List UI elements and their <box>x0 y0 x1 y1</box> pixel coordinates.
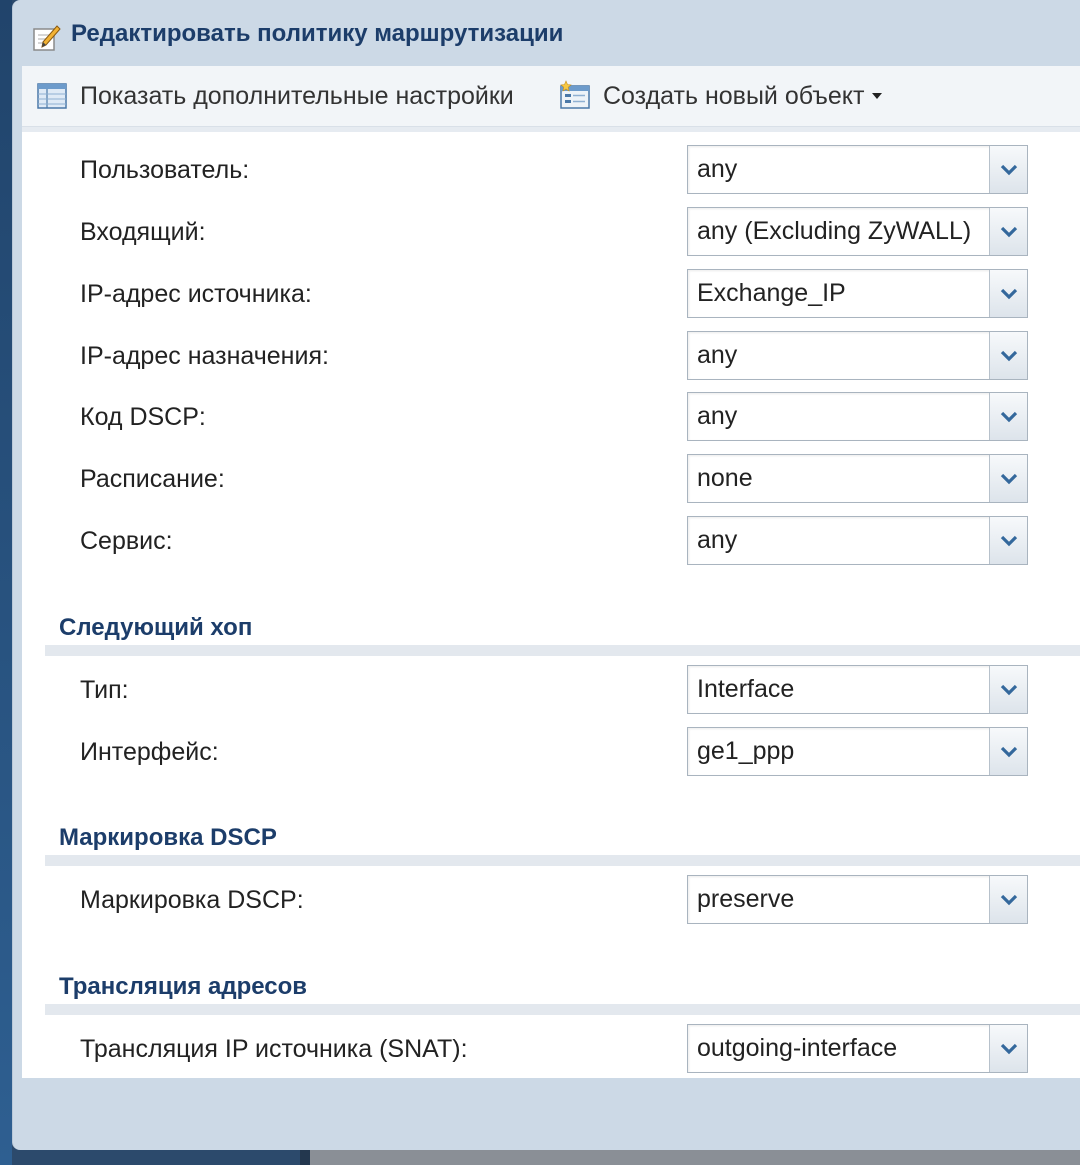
next-hop-interface-select[interactable] <box>687 727 1028 776</box>
dest-ip-select-value: any <box>697 341 738 369</box>
schedule-label: Расписание: <box>80 465 225 493</box>
chevron-down-icon <box>1000 164 1018 176</box>
chevron-down-icon <box>1000 288 1018 300</box>
edit-pencil-icon <box>31 23 61 53</box>
service-select[interactable] <box>687 516 1028 565</box>
incoming-select[interactable] <box>687 207 1028 256</box>
schedule-select[interactable] <box>687 454 1028 503</box>
dscp-marking-row <box>22 874 1080 926</box>
next-hop-interface-row <box>22 726 1080 778</box>
dest-ip-row <box>22 330 1080 382</box>
user-select-button[interactable] <box>989 146 1027 193</box>
source-ip-select-button[interactable] <box>989 270 1027 317</box>
background-left-edge <box>0 0 12 1165</box>
next-hop-type-select-button[interactable] <box>989 666 1027 713</box>
dest-ip-label: IP-адрес назначения: <box>80 342 329 370</box>
source-ip-row <box>22 268 1080 320</box>
dscp-marking-section-divider <box>45 855 1080 866</box>
table-icon <box>36 80 68 112</box>
dscp-marking-select[interactable] <box>687 875 1028 924</box>
new-object-icon <box>559 80 591 112</box>
dest-ip-select-button[interactable] <box>989 332 1027 379</box>
snat-select-value: outgoing-interface <box>697 1034 898 1062</box>
incoming-label: Входящий: <box>80 218 206 246</box>
dscp-code-select-value: any <box>697 402 738 430</box>
schedule-select-button[interactable] <box>989 455 1027 502</box>
create-new-object-label: Создать новый объект <box>603 81 865 110</box>
user-select[interactable] <box>687 145 1028 194</box>
dropdown-caret-icon <box>872 93 882 99</box>
chevron-down-icon <box>1000 473 1018 485</box>
chevron-down-icon <box>1000 746 1018 758</box>
toolbar-separator <box>22 127 1080 132</box>
dscp-marking-label: Маркировка DSCP: <box>80 886 304 914</box>
dscp-marking-select-button[interactable] <box>989 876 1027 923</box>
show-advanced-settings-button[interactable] <box>36 66 514 126</box>
source-ip-label: IP-адрес источника: <box>80 280 312 308</box>
edit-routing-policy-dialog <box>12 0 1080 1150</box>
dscp-code-select[interactable] <box>687 392 1028 441</box>
user-select-value: any <box>697 155 738 183</box>
toolbar <box>22 66 1080 127</box>
user-row <box>22 144 1080 196</box>
incoming-select-button[interactable] <box>989 208 1027 255</box>
chevron-down-icon <box>1000 350 1018 362</box>
dialog-title: Редактировать политику маршрутизации <box>71 20 564 47</box>
incoming-row <box>22 206 1080 258</box>
chevron-down-icon <box>1000 226 1018 238</box>
dialog-titlebar[interactable] <box>13 0 1080 66</box>
background-bottom-edge <box>310 1150 1080 1165</box>
service-select-value: any <box>697 526 738 554</box>
snat-select[interactable] <box>687 1024 1028 1073</box>
service-row <box>22 515 1080 567</box>
chevron-down-icon <box>1000 684 1018 696</box>
show-advanced-settings-label: Показать дополнительные настройки <box>80 81 514 110</box>
snat-row <box>22 1023 1080 1075</box>
chevron-down-icon <box>1000 411 1018 423</box>
service-label: Сервис: <box>80 527 173 555</box>
schedule-row <box>22 453 1080 505</box>
next-hop-type-select[interactable] <box>687 665 1028 714</box>
chevron-down-icon <box>1000 1043 1018 1055</box>
create-new-object-button[interactable] <box>559 66 882 126</box>
address-translation-section-title: Трансляция адресов <box>59 973 308 1000</box>
dscp-marking-section-title: Маркировка DSCP <box>59 824 277 851</box>
next-hop-section-divider <box>45 645 1080 656</box>
source-ip-select-value: Exchange_IP <box>697 279 846 307</box>
dscp-marking-select-value: preserve <box>697 885 795 913</box>
snat-label: Трансляция IP источника (SNAT): <box>80 1035 468 1063</box>
service-select-button[interactable] <box>989 517 1027 564</box>
chevron-down-icon <box>1000 894 1018 906</box>
next-hop-section-title: Следующий хоп <box>59 614 253 641</box>
dscp-code-select-button[interactable] <box>989 393 1027 440</box>
dialog-content <box>22 66 1080 1078</box>
source-ip-select[interactable] <box>687 269 1028 318</box>
chevron-down-icon <box>1000 535 1018 547</box>
dscp-code-label: Код DSCP: <box>80 403 206 431</box>
dest-ip-select[interactable] <box>687 331 1028 380</box>
next-hop-interface-select-button[interactable] <box>989 728 1027 775</box>
incoming-select-value: any (Excluding ZyWALL) <box>697 217 972 245</box>
next-hop-type-select-value: Interface <box>697 675 795 703</box>
user-label: Пользователь: <box>80 156 250 184</box>
schedule-select-value: none <box>697 464 753 492</box>
dscp-code-row <box>22 391 1080 443</box>
snat-select-button[interactable] <box>989 1025 1027 1072</box>
next-hop-interface-select-value: ge1_ppp <box>697 737 795 765</box>
next-hop-interface-label: Интерфейс: <box>80 738 219 766</box>
next-hop-type-row <box>22 664 1080 716</box>
address-translation-section-divider <box>45 1004 1080 1015</box>
next-hop-type-label: Тип: <box>80 676 129 704</box>
